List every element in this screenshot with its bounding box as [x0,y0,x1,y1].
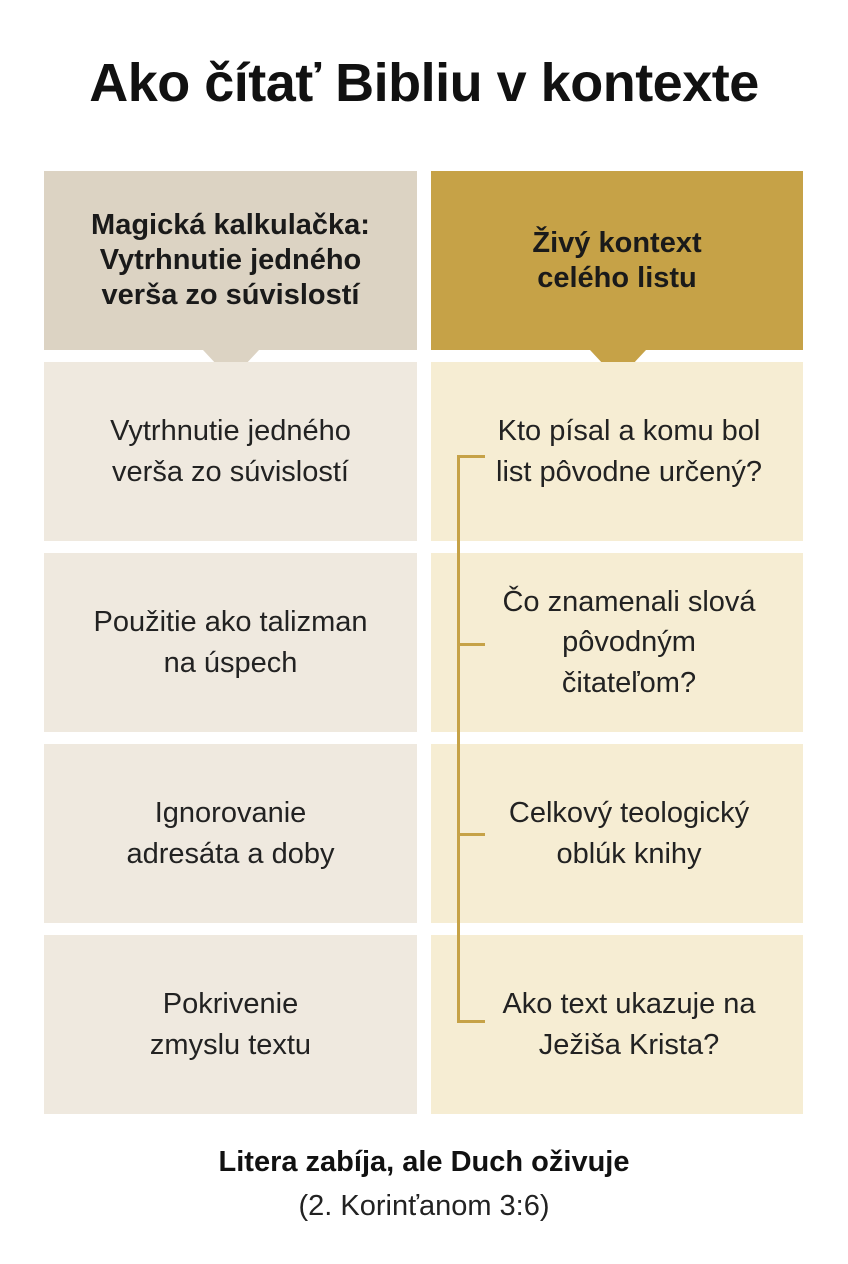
right-item [431,553,803,732]
context-bracket-line [457,455,460,1022]
left-item-text: Ignorovanie adresáta a doby [126,797,335,870]
right-item-text: Čo znamenali slová pôvodným čitateľom? [502,586,756,699]
right-item-text: Celkový teologický oblúk knihy [508,797,750,870]
right-column-header [431,171,803,350]
right-item-text: Ako text ukazuje na Ježiša Krista? [502,988,756,1061]
left-column-header-text: Magická kalkulačka: Vytrhnutie jedného verša zo súvislostí [91,209,370,311]
footer-reference: (2. Korinťanom 3:6) [298,1190,550,1222]
right-item [431,362,803,541]
context-bracket-tick [457,643,485,646]
left-item-text: Použitie ako talizman na úspech [93,606,368,679]
context-bracket-tick [457,833,485,836]
right-item-text: Kto písal a komu bol list pôvodne určený? [496,415,762,488]
left-item [44,744,417,923]
right-column-header-text: Živý kontext celého listu [532,226,702,294]
left-item [44,935,417,1114]
context-bracket-tick [457,1020,485,1023]
left-item [44,553,417,732]
page-title: Ako čítať Bibliu v kontexte [89,53,759,113]
left-column-header [44,171,417,350]
left-item [44,362,417,541]
right-item [431,935,803,1114]
left-item-text: Pokrivenie zmyslu textu [149,988,312,1061]
footer-quote: Litera zabíja, ale Duch oživuje [218,1146,630,1178]
context-bracket-tick [457,455,485,458]
right-item [431,744,803,923]
left-item-text: Vytrhnutie jedného verša zo súvislostí [110,415,351,488]
